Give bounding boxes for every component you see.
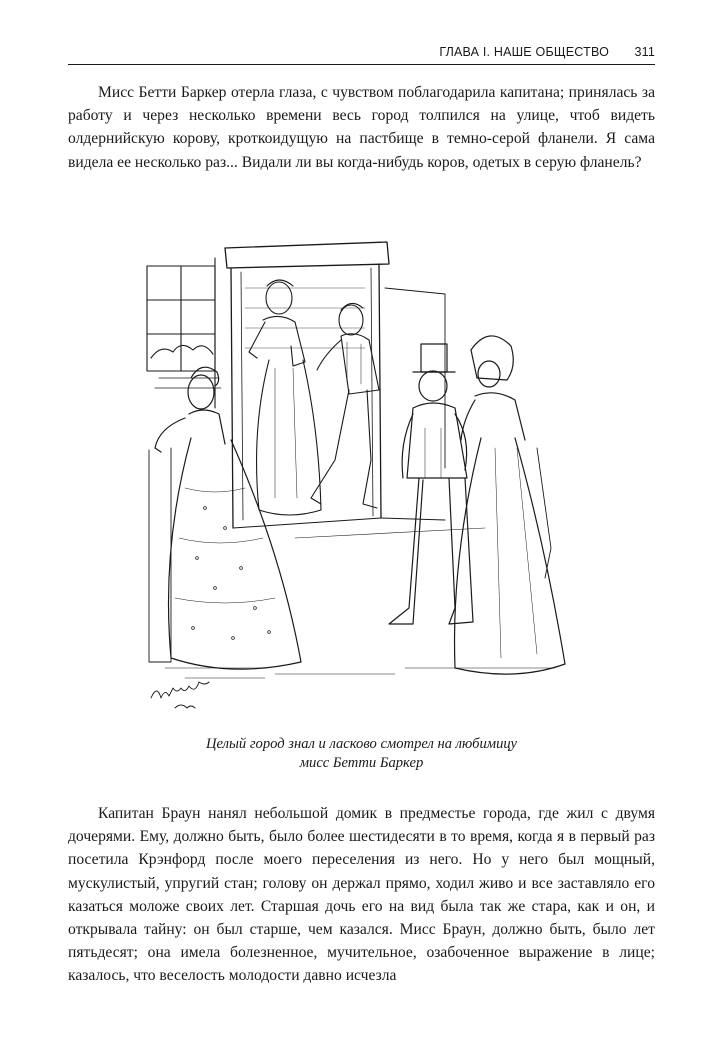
woman-left [149,367,301,669]
ground-hatching [165,668,555,678]
page-number: 311 [634,45,655,59]
paragraph-2: Капитан Браун нанял небольшой домик в предместье города, где жил с двумя дочерями. Ему, должно быть, было более шестидесяти в то время, когда я в первый раз посетила Крэнфорд после моего переселения из него. Но у него был мощный, мускулистый, упругий стан; голову он держал прямо, ходил живо и все заставляло его казаться моложе своих лет. Старшая дочь его на вид была так же стара, как и он, и открывала тайну: он был старше, чем казался. Мисс Браун, должно быть, было лет пятьдесят; она имела болезненное, мучительное, озабоченное выражение в лице; казалось, что веселость молодости давно исчезла [68,805,655,985]
paragraph-1: Мисс Бетти Баркер отерла глаза, с чувством поблагодарила капитана; принялась за работу и через несколько времени весь город толпился на улице, чтоб видеть олдернийскую корову, кроткоидущую на пастбище в темно-серой фланели. Я сама видела ее несколько раз... Видали ли вы когда-нибудь коров, одетых в серую фланель? [68,84,655,171]
leaning-man [311,303,379,508]
chapter-title: ГЛАВА I. НАШЕ ОБЩЕСТВО [439,45,609,59]
illustration [145,228,595,718]
artist-signature [151,682,209,708]
woman-bonnet [455,336,565,674]
caption-line-1: Целый город знал и ласково смотрел на любимицу [206,736,517,752]
running-head [68,44,655,65]
woman-in-doorway [249,280,321,515]
illustration-caption [68,735,655,773]
caption-line-2: мисс Бетти Баркер [299,755,424,771]
engraving-svg [145,228,595,718]
man-top-hat [389,344,473,624]
window-and-wall [147,258,221,408]
